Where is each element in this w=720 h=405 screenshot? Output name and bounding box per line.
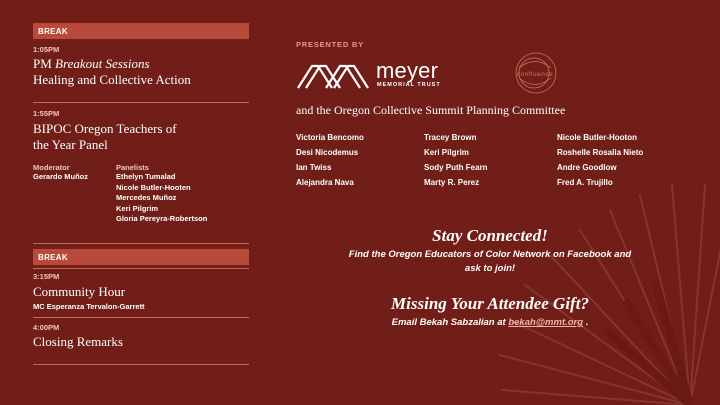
moderator-name: Gerardo Muñoz	[33, 172, 89, 181]
committee-member: Desi Nicodemus	[296, 148, 359, 157]
committee-column-2	[424, 130, 488, 190]
divider	[33, 317, 249, 318]
stay-connected-heading: Stay Connected!	[432, 226, 548, 245]
mc-name: MC Esperanza Tervalon-Garrett	[33, 301, 145, 311]
divider	[33, 243, 249, 244]
committee-heading: and the Oregon Collective Summit Planning Committee	[296, 103, 566, 117]
committee-member: Fred A. Trujillo	[557, 178, 613, 187]
presented-by-label: PRESENTED BY	[296, 40, 364, 49]
meyer-wordmark: meyer	[376, 58, 439, 83]
panelist: Keri Pilgrim	[116, 203, 159, 213]
gift-text	[300, 317, 680, 328]
gift-suffix: .	[583, 317, 589, 328]
committee-member: Roshelle Rosalia Nieto	[557, 148, 644, 157]
confluence-logo-icon	[505, 50, 565, 96]
committee-column-3	[557, 130, 643, 190]
session-title-prefix: PM	[33, 56, 52, 71]
agenda-column	[33, 23, 249, 365]
divider	[33, 102, 249, 103]
confluence-wordmark: confluence	[516, 71, 554, 78]
session-subtitle: Healing and Collective Action	[33, 72, 191, 87]
moderator-label: Moderator	[33, 163, 70, 172]
committee-member: Andre Goodlow	[557, 163, 617, 172]
committee-member: Tracey Brown	[424, 133, 477, 142]
session-title: BIPOC Oregon Teachers of	[33, 121, 177, 136]
stay-line-1: Find the Oregon Educators of Color Network on Facebook and	[348, 249, 632, 260]
break-bar: BREAK	[33, 249, 249, 265]
panelists-label: Panelists	[116, 163, 149, 172]
panelist: Nicole Butler-Hooten	[116, 182, 191, 192]
committee-member: Alejandra Nava	[296, 178, 354, 187]
session-title-italic: Breakout Sessions	[55, 56, 150, 71]
session-time: 1:05PM	[33, 45, 60, 54]
stay-line-2: ask to join!	[464, 263, 516, 274]
divider	[33, 364, 249, 365]
committee-member: Nicole Butler-Hooton	[557, 133, 637, 142]
session-title: Community Hour	[33, 283, 126, 299]
sunburst-decoration	[440, 170, 720, 405]
panelists-block	[116, 163, 207, 225]
session-title-line2: the Year Panel	[33, 137, 108, 152]
session-time: 3:15PM	[33, 271, 60, 281]
email-link[interactable]: bekah@mmt.org	[508, 317, 584, 328]
committee-member: Sody Puth Fearn	[424, 163, 488, 172]
break-bar: BREAK	[33, 23, 249, 39]
divider	[33, 268, 249, 269]
committee-member: Ian Twiss	[296, 163, 332, 172]
gift-heading: Missing Your Attendee Gift?	[391, 294, 589, 313]
panelist: Ethelyn Tumalad	[116, 172, 176, 181]
panelist: Mercedes Muñoz	[116, 193, 177, 202]
committee-member: Victoria Bencomo	[296, 133, 364, 142]
session-title	[33, 56, 249, 72]
gift-prefix: Email Bekah Sabzalian at	[391, 317, 509, 328]
stay-connected-text	[300, 248, 680, 276]
session-title: Closing Remarks	[33, 334, 123, 349]
panelist: Gloria Pereyra-Robertson	[116, 214, 208, 223]
session-time: 1:55PM	[33, 109, 60, 118]
committee-member: Marty R. Perez	[424, 178, 480, 187]
meyer-subtitle: MEMORIAL TRUST	[377, 82, 441, 88]
moderator-block	[33, 163, 116, 225]
committee-member: Keri Pilgrim	[424, 148, 469, 157]
panel-details	[33, 163, 249, 225]
session-time: 4:00PM	[33, 323, 60, 332]
committee-column-1	[296, 130, 364, 190]
